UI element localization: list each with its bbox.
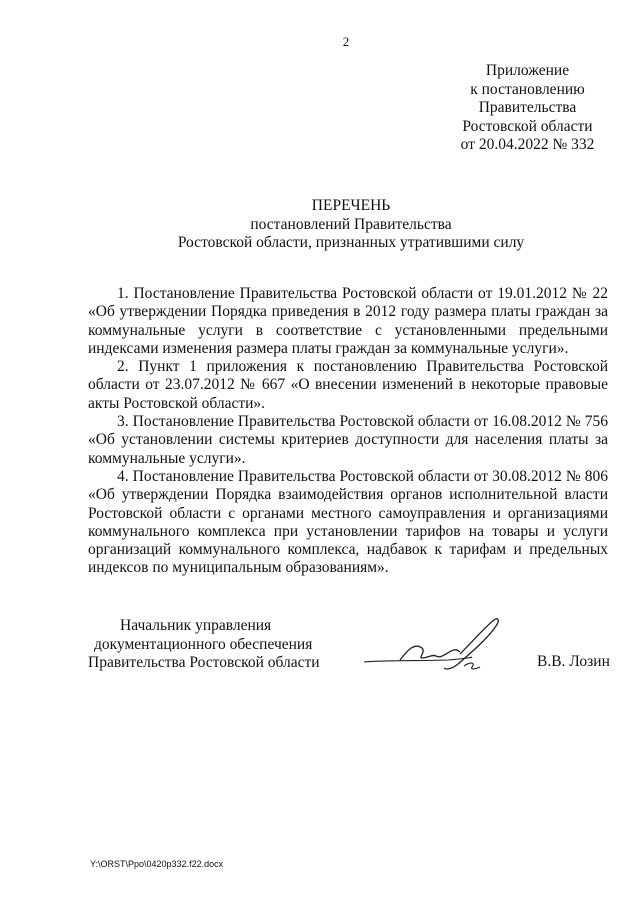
position-line: документационного обеспечения [94, 635, 313, 653]
appendix-line: от 20.04.2022 № 332 [460, 136, 595, 153]
appendix-line: Ростовской области [462, 117, 593, 135]
document-subtitle-line: постановлений Правительства [250, 215, 452, 233]
document-subtitle-line: Ростовской области, признанных утратившими силу [177, 234, 525, 251]
list-item: 4. Постановление Правительства Ростовской области от 30.08.2012 № 806 «Об утверждении Порядка взаимодействия органов исполнительной власти Ростовской области с органами местного самоуправления и организациями коммунального комплекса при установлении тарифов на товары и услуги организаций коммунального комплекса, надбавок к тарифам и предельных индексов по муниципальным образованиям». [88, 467, 608, 577]
list-item: 1. Постановление Правительства Ростовской области от 19.01.2012 № 22 «Об утверждении Порядка приведения в 2012 году размера платы граждан за коммунальные услуги в соответствие с установленными предельными индексами изменения размера платы граждан за коммунальные услуги». [88, 285, 608, 357]
list-item: 3. Постановление Правительства Ростовской области от 16.08.2012 № 756 «Об установлении системы критериев доступности для населения платы за коммунальные услуги». [88, 413, 608, 467]
page-number: 2 [342, 34, 350, 49]
list-of-resolutions [88, 285, 608, 578]
file-path-footer: Y:\ORST\Ppo\0420p332.f22.docx [90, 859, 224, 869]
appendix-line: Приложение [485, 62, 570, 79]
appendix-line: к постановлению [470, 80, 585, 98]
list-item: 2. Пункт 1 приложения к постановлению Правительства Ростовской области от 23.07.2012 № 667 «О внесении изменений в некоторые правовые акты Ростовской области». [88, 358, 608, 412]
position-line: Правительства Ростовской области [88, 654, 320, 671]
position-line: Начальник управления [120, 617, 272, 634]
signatory-position [88, 617, 320, 673]
handwritten-signature [360, 614, 510, 681]
document-title: ПЕРЕЧЕНЬ [311, 197, 391, 214]
appendix-header [420, 62, 635, 155]
document-title-block [0, 197, 640, 253]
appendix-line: Правительства [478, 99, 577, 116]
signatory-name: В.В. Лозин [537, 653, 610, 670]
